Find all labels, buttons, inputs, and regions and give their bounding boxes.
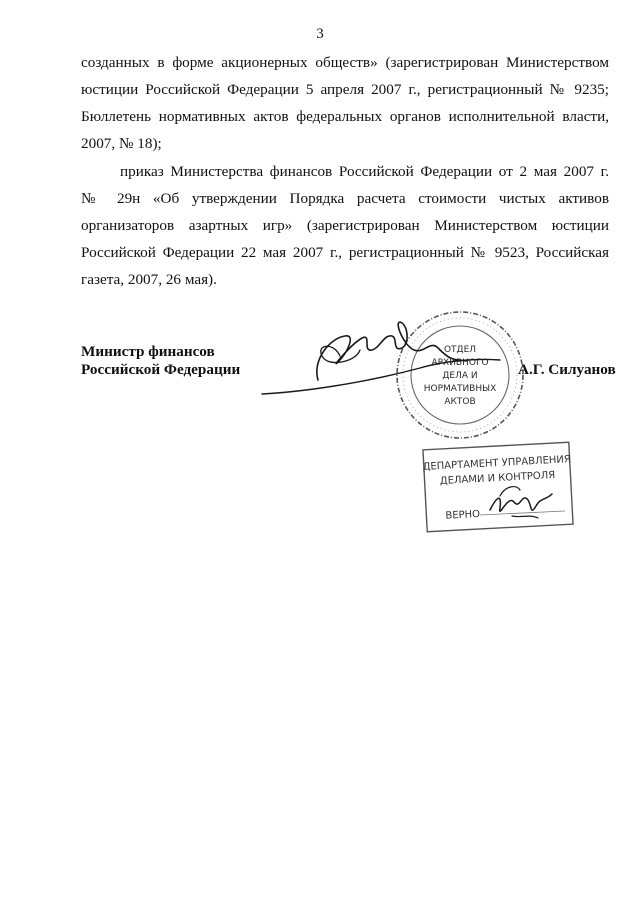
round-stamp-line: АКТОВ <box>444 397 476 407</box>
paragraph1-line: созданных в форме акционерных обществ» (зарегистрирован Министерством <box>81 54 609 71</box>
round-stamp <box>397 312 523 438</box>
round-stamp-line: АРХИВНОГО <box>431 358 489 368</box>
signatory-title-line1: Министр финансов <box>81 343 215 360</box>
paragraph2-line: организаторов азартных игр» (зарегистрирован Министерством юстиции <box>81 217 609 234</box>
certification-stamp-verno: ВЕРНО <box>445 508 481 522</box>
signatory-title-line2: Российской Федерации <box>81 361 241 378</box>
paragraph2-line: № 29н «Об утверждении Порядка расчета стоимости чистых активов <box>81 190 609 207</box>
round-stamp-line: ДЕЛА И <box>442 371 478 381</box>
certification-stamp <box>422 442 573 532</box>
page-number: 3 <box>316 26 324 42</box>
certification-stamp-signature-line <box>480 511 565 515</box>
certification-stamp-line2: ДЕЛАМИ И КОНТРОЛЯ <box>439 469 556 488</box>
paragraph1-line: 2007, № 18); <box>81 135 162 152</box>
round-stamp-line: ОТДЕЛ <box>443 345 477 355</box>
paragraph1-line: Бюллетень нормативных актов федеральных органов исполнительной власти, <box>81 108 609 125</box>
paragraph1-line: юстиции Российской Федерации 5 апреля 2007 г., регистрационный № 9235; <box>81 81 609 98</box>
round-stamp-line: НОРМАТИВНЫХ <box>423 384 497 394</box>
paragraph2-line: приказ Министерства финансов Российской Федерации от 2 мая 2007 г. <box>120 163 609 180</box>
paragraph2-line: газета, 2007, 26 мая). <box>81 271 217 288</box>
signatory-name: А.Г. Силуанов <box>518 361 616 378</box>
certification-stamp-line1: ДЕПАРТАМЕНТ УПРАВЛЕНИЯ <box>422 454 572 473</box>
paragraph2-line: Российской Федерации 22 мая 2007 г., регистрационный № 9523, Российская <box>81 244 609 261</box>
certifier-signature <box>490 494 552 511</box>
